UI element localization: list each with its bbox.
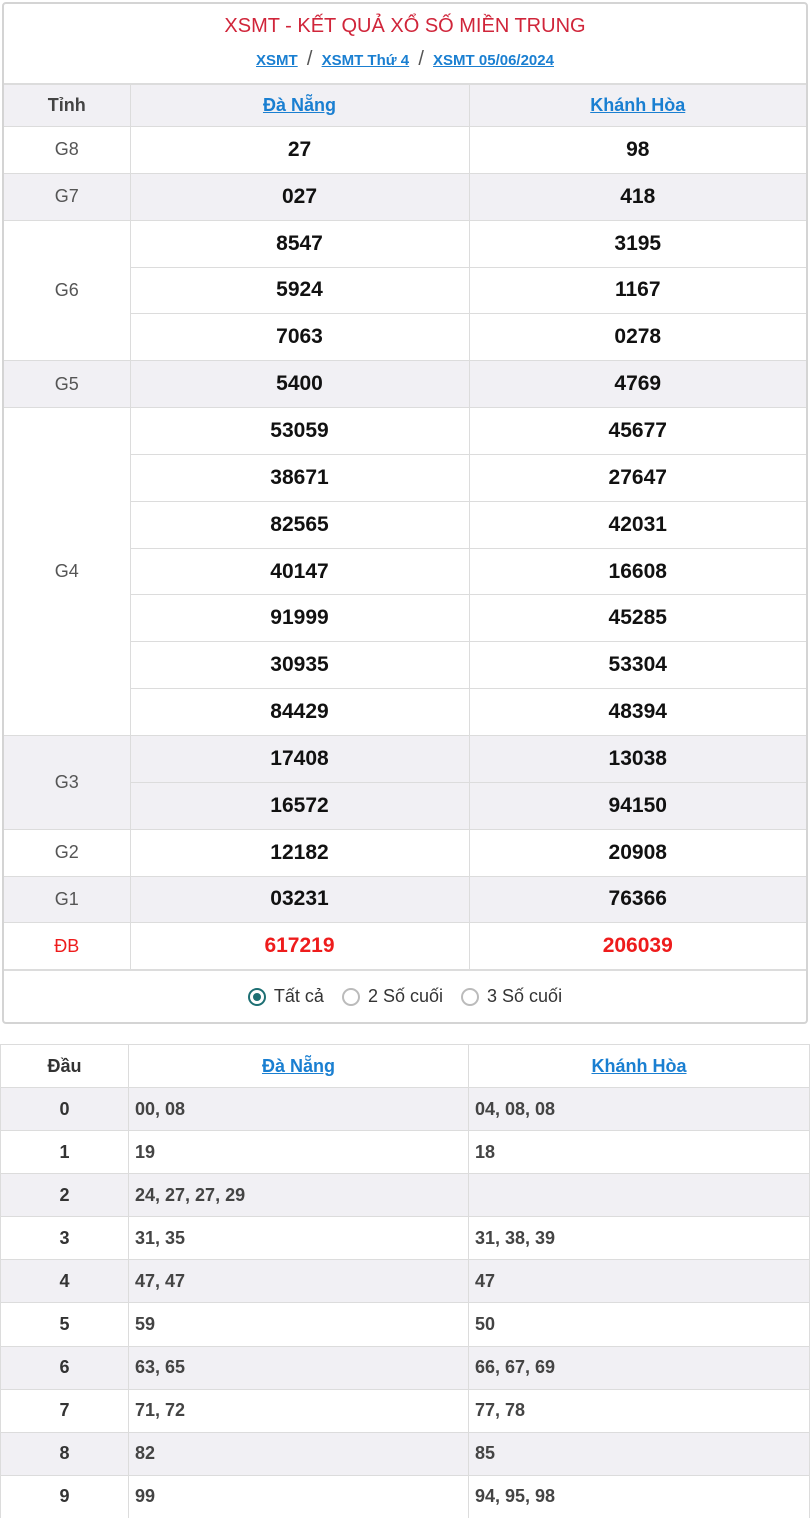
column-header-province-2 (469, 85, 806, 127)
results-card (2, 2, 808, 1024)
prize-number: 16572 (130, 782, 469, 829)
prize-number: 76366 (469, 876, 806, 923)
loto-values: 18 (469, 1131, 810, 1174)
prize-number: 48394 (469, 689, 806, 736)
loto-head-digit: 8 (1, 1432, 129, 1475)
prize-row (4, 829, 806, 876)
loto-values: 99 (129, 1475, 469, 1518)
prize-number: 38671 (130, 454, 469, 501)
loto-values: 00, 08 (129, 1088, 469, 1131)
loto-head-digit: 6 (1, 1346, 129, 1389)
loto-row (1, 1432, 810, 1475)
loto-values: 77, 78 (469, 1389, 810, 1432)
prize-number: 94150 (469, 782, 806, 829)
loto-table (0, 1044, 810, 1518)
prize-number: 03231 (130, 876, 469, 923)
prize-number: 45677 (469, 408, 806, 455)
loto-header-row (1, 1045, 810, 1088)
prize-label: ĐB (4, 923, 130, 970)
loto-head-digit: 3 (1, 1217, 129, 1260)
loto-header-province-1 (129, 1045, 469, 1088)
filter-option-label: 3 Số cuối (487, 986, 563, 1007)
prize-number: 3195 (469, 220, 806, 267)
loto-values: 66, 67, 69 (469, 1346, 810, 1389)
loto-head-digit: 1 (1, 1131, 129, 1174)
prize-number: 20908 (469, 829, 806, 876)
loto-values: 85 (469, 1432, 810, 1475)
prize-number: 91999 (130, 595, 469, 642)
prize-number: 418 (469, 173, 806, 220)
prize-label: G1 (4, 876, 130, 923)
loto-province-link-khanh-hoa[interactable]: Khánh Hòa (591, 1055, 687, 1076)
loto-head-digit: 2 (1, 1174, 129, 1217)
prize-row (4, 408, 806, 455)
loto-row (1, 1303, 810, 1346)
loto-row (1, 1260, 810, 1303)
prize-label: G4 (4, 408, 130, 736)
prize-number: 84429 (130, 689, 469, 736)
prize-row (4, 361, 806, 408)
prize-number: 5924 (130, 267, 469, 314)
column-header-province-1 (130, 85, 469, 127)
filter-option[interactable] (461, 986, 562, 1007)
province-link-khanh-hoa[interactable]: Khánh Hòa (590, 95, 686, 115)
loto-values: 04, 08, 08 (469, 1088, 810, 1131)
card-header (4, 4, 806, 84)
prize-label: G3 (4, 735, 130, 829)
loto-row (1, 1174, 810, 1217)
loto-values: 47 (469, 1260, 810, 1303)
prize-number: 0278 (469, 314, 806, 361)
prize-number: 27 (130, 127, 469, 174)
prize-number: 27647 (469, 454, 806, 501)
radio-button[interactable] (342, 988, 360, 1006)
loto-head-digit: 5 (1, 1303, 129, 1346)
prize-number: 8547 (130, 220, 469, 267)
digit-filter (4, 970, 806, 1022)
prize-label: G2 (4, 829, 130, 876)
loto-values: 31, 38, 39 (469, 1217, 810, 1260)
results-body (4, 127, 806, 970)
loto-head-digit: 7 (1, 1389, 129, 1432)
prize-number: 16608 (469, 548, 806, 595)
prize-row (4, 220, 806, 267)
page-title: XSMT - KẾT QUẢ XỔ SỐ MIỀN TRUNG (224, 15, 586, 37)
prize-number: 617219 (130, 923, 469, 970)
prize-row (4, 127, 806, 174)
loto-values: 71, 72 (129, 1389, 469, 1432)
loto-values: 63, 65 (129, 1346, 469, 1389)
prize-label: G8 (4, 127, 130, 174)
loto-header-province-2 (469, 1045, 810, 1088)
loto-row (1, 1389, 810, 1432)
loto-row (1, 1217, 810, 1260)
loto-values: 59 (129, 1303, 469, 1346)
loto-row (1, 1475, 810, 1518)
loto-row (1, 1346, 810, 1389)
loto-values: 82 (129, 1432, 469, 1475)
loto-values: 24, 27, 27, 29 (129, 1174, 469, 1217)
filter-option-label: 2 Số cuối (367, 986, 444, 1007)
loto-values: 50 (469, 1303, 810, 1346)
prize-number: 1167 (469, 267, 806, 314)
loto-row (1, 1088, 810, 1131)
breadcrumb-separator: / (418, 48, 424, 70)
prize-number: 98 (469, 127, 806, 174)
prize-number: 82565 (130, 501, 469, 548)
loto-head-digit: 0 (1, 1088, 129, 1131)
prize-number: 027 (130, 173, 469, 220)
prize-number: 30935 (130, 642, 469, 689)
prize-number: 42031 (469, 501, 806, 548)
prize-number: 45285 (469, 595, 806, 642)
loto-body (1, 1088, 810, 1518)
prize-row (4, 173, 806, 220)
prize-number: 206039 (469, 923, 806, 970)
radio-button[interactable] (248, 988, 266, 1006)
prize-number: 40147 (130, 548, 469, 595)
prize-row (4, 876, 806, 923)
prize-number: 53304 (469, 642, 806, 689)
prize-label: G5 (4, 361, 130, 408)
prize-number: 5400 (130, 361, 469, 408)
loto-head-digit: 4 (1, 1260, 129, 1303)
prize-label: G6 (4, 220, 130, 361)
prize-label: G7 (4, 173, 130, 220)
loto-row (1, 1131, 810, 1174)
prize-number: 4769 (469, 361, 806, 408)
loto-province-link-da-nang[interactable]: Đà Nẵng (261, 1055, 335, 1076)
results-header-row (4, 85, 806, 127)
loto-head-digit: 9 (1, 1475, 129, 1518)
prize-row (4, 735, 806, 782)
breadcrumb-link-date[interactable]: XSMT 05/06/2024 (433, 52, 554, 69)
column-header-dau: Đầu (1, 1045, 129, 1088)
loto-values (469, 1174, 810, 1217)
prize-number: 17408 (130, 735, 469, 782)
loto-values: 19 (129, 1131, 469, 1174)
prize-number: 7063 (130, 314, 469, 361)
breadcrumb-separator: / (306, 48, 313, 70)
radio-button[interactable] (461, 988, 479, 1006)
loto-values: 47, 47 (129, 1260, 469, 1303)
province-link-da-nang[interactable]: Đà Nẵng (262, 95, 336, 115)
loto-values: 94, 95, 98 (469, 1475, 810, 1518)
loto-values: 31, 35 (129, 1217, 469, 1260)
prize-number: 13038 (469, 735, 806, 782)
breadcrumb (4, 48, 806, 71)
filter-option-label: Tất cả (273, 986, 324, 1007)
breadcrumb-link-weekday[interactable]: XSMT Thứ 4 (321, 52, 410, 69)
prize-row (4, 923, 806, 970)
prize-number: 53059 (130, 408, 469, 455)
filter-option[interactable] (342, 986, 443, 1007)
results-table (4, 84, 806, 970)
column-header-province: Tỉnh (4, 85, 130, 127)
filter-option[interactable] (248, 986, 324, 1007)
prize-number: 12182 (130, 829, 469, 876)
breadcrumb-link-xsmt[interactable]: XSMT (256, 52, 298, 69)
